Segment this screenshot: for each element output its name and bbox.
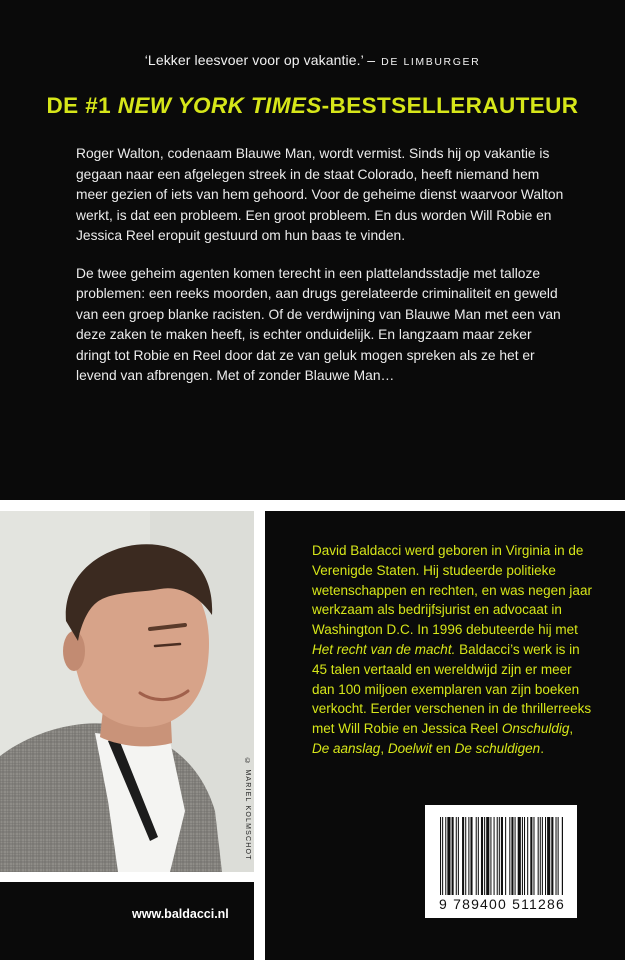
barcode-bar xyxy=(442,817,443,895)
barcode-graphic xyxy=(439,817,563,895)
barcode-bar xyxy=(542,817,543,895)
bio-text-1: David Baldacci werd geboren in Virginia in de Verenigde Staten. Hij studeerde politieke wetenschappen en rechten, en was negen jaar werkzaam als bedrijfsjurist en advocaat in Washington D.C. In 1996 debuteerde hij met xyxy=(312,543,592,638)
barcode-bar xyxy=(562,817,563,895)
barcode-bar xyxy=(452,817,454,895)
website-panel xyxy=(0,882,254,960)
blurb-paragraph-2: De twee geheim agenten komen terecht in een plattelandsstadje met talloze problemen: een reeks moorden, aan drugs gerelateerde criminaliteit en geweld van een groep blanke racisten. Of de verdwijning van Blauwe Man met een van deze zaken te maken heeft, is echter onduidelijk. En langzaam maar zeker dringt tot Robie en Reel door dat ze van geluk mogen spreken als ze het er levend van afbrengen. Met of zonder Blauwe Man… xyxy=(76,265,561,383)
barcode-bar xyxy=(470,817,472,895)
bestseller-headline xyxy=(0,93,625,119)
barcode-bar xyxy=(551,817,553,895)
isbn-number: 9 789400 511286 xyxy=(439,896,565,912)
bio-separator-1: , xyxy=(569,721,574,737)
book-blurb xyxy=(76,144,568,404)
website-link[interactable]: www.baldacci.nl xyxy=(132,907,229,921)
barcode-bar xyxy=(509,817,510,895)
bio-text-2: Baldacci’s werk is in 45 talen vertaald en wereldwijd zijn er meer dan 100 miljoen exemplaren van zijn boeken verkocht. Eerder verschenen in de thrillerreeks met Will Robie en Jessica Reel xyxy=(312,641,592,737)
barcode-bar xyxy=(530,817,532,895)
barcode-bar xyxy=(462,817,464,895)
bio-book-title-5: De schuldigen xyxy=(454,740,541,756)
barcode-bar xyxy=(518,817,521,895)
author-photo xyxy=(0,511,254,872)
barcode-bar xyxy=(505,817,506,895)
bio-separator-3: en xyxy=(432,740,455,756)
barcode-bar xyxy=(533,817,534,895)
barcode-bar xyxy=(447,817,450,895)
barcode-panel xyxy=(425,805,577,918)
barcode-bar xyxy=(484,817,485,895)
barcode-bar xyxy=(465,817,466,895)
bio-separator-2: , xyxy=(380,740,388,756)
review-quote xyxy=(0,52,625,68)
barcode-bar xyxy=(456,817,457,895)
barcode-bar xyxy=(499,817,500,895)
quote-source: DE LIMBURGER xyxy=(381,56,481,68)
barcode-bar xyxy=(524,817,525,895)
barcode-bar xyxy=(540,817,541,895)
quote-text: ‘Lekker leesvoer voor op vakantie.’ – xyxy=(144,52,376,68)
headline-part2: NEW YORK TIMES xyxy=(117,93,322,118)
blurb-paragraph-1: Roger Walton, codenaam Blauwe Man, wordt vermist. Sinds hij op vakantie is gegaan naar een afgelegen streek in de staat Colorado, heeft niemand hem meer gezien of iets van hem gehoord. Voor de geheime dienst waarvoor Walton werkt, is dat een probleem. Een groot probleem. En dus worden Will Robie en Jessica Reel eropuit gestuurd om hun baas te vinden. xyxy=(76,146,564,243)
barcode-bar xyxy=(476,817,477,895)
author-bio xyxy=(312,541,594,759)
barcode-bar xyxy=(501,817,503,895)
barcode-bar xyxy=(538,817,539,895)
barcode-bar xyxy=(511,817,513,895)
photo-credit: © MARIEL KOLMSCHOT xyxy=(244,758,251,861)
headline-part3: -BESTSELLERAUTEUR xyxy=(321,93,579,118)
barcode-bar xyxy=(490,817,491,895)
author-portrait-image xyxy=(0,511,254,872)
barcode-bar xyxy=(440,817,441,895)
barcode-bar xyxy=(468,817,469,895)
barcode-bar xyxy=(481,817,483,895)
barcode-bar xyxy=(494,817,495,895)
bio-book-title-3: De aanslag xyxy=(312,740,381,756)
barcode-bar xyxy=(445,817,446,895)
barcode-bar xyxy=(486,817,489,895)
bio-book-title-2: Onschuldig xyxy=(501,721,570,737)
headline-part1: DE #1 xyxy=(46,93,118,118)
barcode-bar xyxy=(547,817,550,895)
barcode-bar xyxy=(558,817,559,895)
barcode-bar xyxy=(458,817,459,895)
barcode-bar xyxy=(478,817,479,895)
barcode-bar xyxy=(556,817,557,895)
barcode-bar xyxy=(545,817,546,895)
barcode-bar xyxy=(527,817,528,895)
barcode-bar xyxy=(515,817,516,895)
barcode-bar xyxy=(522,817,523,895)
bio-end: . xyxy=(540,740,544,756)
bio-book-title-4: Doelwit xyxy=(387,740,433,756)
bio-book-title-1: Het recht van de macht. xyxy=(312,641,456,657)
barcode-bar xyxy=(497,817,498,895)
